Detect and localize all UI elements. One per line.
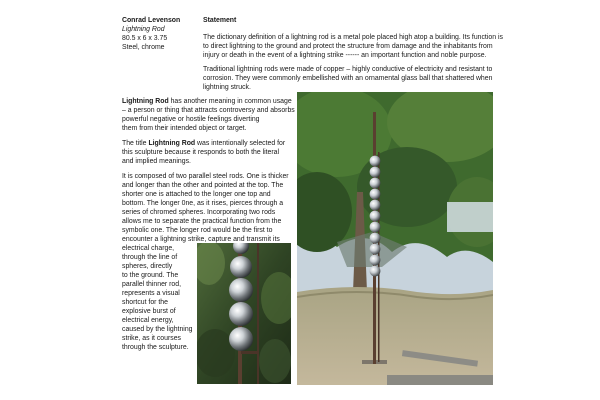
text-line: to the ground. The [122, 272, 179, 279]
chrome-sphere [229, 278, 253, 302]
chrome-sphere [370, 200, 381, 211]
text-line: strike, as it courses [122, 335, 181, 342]
chrome-sphere [230, 256, 252, 278]
sky-patch [447, 202, 493, 232]
text-line: symbolic one. The longer rod would be the first to [122, 227, 273, 234]
text-span: The title [122, 140, 149, 147]
chrome-sphere [370, 233, 381, 244]
artwork-title: Lightning Rod [122, 26, 165, 33]
chrome-sphere [229, 327, 253, 351]
lead-term: Lightning Rod [122, 98, 169, 105]
text-line [122, 140, 285, 149]
foliage-blob [259, 339, 291, 383]
chrome-sphere [370, 266, 381, 277]
text-line: bottom. The longer 0ne, as it rises, pierces through a [122, 200, 284, 207]
text-line: Traditional lightning rods were made of copper – highly conductive of electricity and resistant to [203, 66, 493, 73]
text-span: was intentionally selected for [195, 140, 286, 147]
chrome-sphere [370, 222, 381, 233]
text-line: spheres, directly [122, 263, 173, 270]
text-line: through the sculpture. [122, 344, 189, 351]
sculpture-detail-photo [197, 243, 291, 384]
text-line: – a person or thing that attracts controversy and absorbs [122, 107, 295, 114]
sculpture-full-photo [297, 92, 493, 385]
text-line: electrical charge, [122, 245, 175, 252]
text-line: corrosion. They were commonly embellished with an ornamental glass ball that shattered when [203, 75, 493, 82]
text-line: allows me to separate the practical function from the [122, 218, 282, 225]
chrome-sphere [229, 302, 253, 326]
text-line: It is composed of two parallel steel rods. One is thicker [122, 173, 289, 180]
text-line: shorter one is attached to the longer one top and [122, 191, 271, 198]
text-line: series of chromed spheres. Incorporating two rods [122, 209, 276, 216]
text-line: represents a visual [122, 290, 180, 297]
text-line: to direct lightning to the ground and protect the structure from damage and the inhabitants from [203, 43, 493, 50]
grass-field [297, 287, 493, 385]
chrome-sphere [370, 167, 381, 178]
text-line: explosive burst of [122, 308, 176, 315]
chrome-sphere [370, 211, 381, 222]
text-line: and longer than the other and pointed at the top. The [122, 182, 284, 189]
artwork-material: Steel, chrome [122, 44, 165, 51]
stone-slab [387, 375, 493, 385]
artist-name: Conrad Levenson [122, 17, 181, 24]
text-line: shortcut for the [122, 299, 168, 306]
text-line: them from their intended object or target. [122, 125, 247, 132]
text-line: and implied meanings. [122, 158, 191, 165]
artwork-dimensions: 80.5 x 6 x 3.75 [122, 35, 168, 42]
text-line: caused by the lightning [122, 326, 193, 333]
text-line: lightning struck. [203, 84, 251, 91]
text-line: The dictionary definition of a lightning rod is a metal pole placed high atop a building. Its function is [203, 34, 503, 41]
chrome-sphere [370, 255, 381, 266]
text-line [122, 98, 292, 107]
statement-heading: Statement [203, 17, 237, 24]
text-line: encounter a lightning strike, capture and transmit its [122, 236, 280, 243]
chrome-sphere [370, 244, 381, 255]
text-line: this sculpture because it responds to both the literal [122, 149, 280, 156]
text-line: through the line of [122, 254, 178, 261]
text-line: electrical energy, [122, 317, 174, 324]
thin-rod [257, 243, 259, 384]
chrome-sphere [370, 178, 381, 189]
rod-connector [241, 351, 259, 354]
chrome-sphere [370, 189, 381, 200]
text-line: injury or death in the event of a lightning strike ------ an important function and noble purpose. [203, 52, 487, 59]
lead-term: Lightning Rod [148, 140, 196, 147]
text-line: powerful negative or hostile feelings diverting [122, 116, 260, 123]
text-span: has another meaning in common usage [168, 98, 292, 105]
text-line: parallel thinner rod, [122, 281, 181, 288]
chrome-sphere [370, 156, 381, 167]
